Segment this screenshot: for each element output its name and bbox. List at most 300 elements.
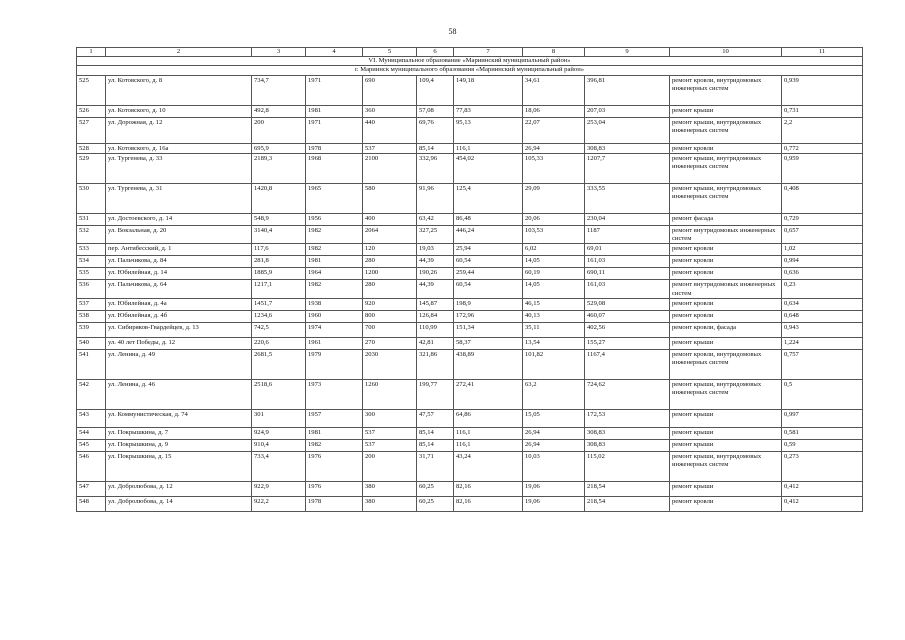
row-number-cell: 539 bbox=[77, 322, 106, 337]
address-cell: ул. Котовского, д. 8 bbox=[106, 75, 252, 105]
area-cell: 1217,1 bbox=[252, 280, 306, 298]
page-number: 58 bbox=[448, 27, 457, 36]
area-cell: 117,6 bbox=[252, 244, 306, 256]
address-cell: ул. Юбилейная, д. 4а bbox=[106, 298, 252, 310]
table-row bbox=[77, 409, 863, 427]
row-number-cell: 536 bbox=[77, 280, 106, 298]
area-cell: 2189,3 bbox=[252, 153, 306, 183]
cost-local-cell: 19,06 bbox=[523, 496, 585, 511]
year-built-cell: 1982 bbox=[306, 244, 363, 256]
cost-local-cell: 60,19 bbox=[523, 268, 585, 280]
cost-owners-cell: 253,04 bbox=[585, 117, 670, 143]
address-cell: ул. Покрышкина, д. 15 bbox=[106, 451, 252, 481]
work-type-cell: ремонт крыши bbox=[670, 439, 782, 451]
row-number-cell: 547 bbox=[77, 481, 106, 496]
column-number: 6 bbox=[417, 48, 454, 57]
cost-owners-cell: 1207,7 bbox=[585, 153, 670, 183]
cost-local-cell: 35,11 bbox=[523, 322, 585, 337]
cost-fund-cell: 199,77 bbox=[417, 379, 454, 409]
cost-per-sqm-cell: 0,729 bbox=[782, 213, 863, 225]
cost-fund-cell: 332,96 bbox=[417, 153, 454, 183]
area-cell: 742,5 bbox=[252, 322, 306, 337]
cost-local-cell: 26,94 bbox=[523, 143, 585, 153]
address-cell: пер. Антибесский, д. 1 bbox=[106, 244, 252, 256]
subsection-heading-row bbox=[77, 66, 863, 75]
cost-local-cell: 22,07 bbox=[523, 117, 585, 143]
work-type-cell: ремонт крыши bbox=[670, 337, 782, 349]
cost-owners-cell: 308,83 bbox=[585, 427, 670, 439]
table-row bbox=[77, 496, 863, 511]
work-type-cell: ремонт внутридомовых инженерных систем bbox=[670, 280, 782, 298]
cost-total-cell: 360 bbox=[363, 105, 417, 117]
work-type-cell: ремонт кровли, внутридомовых инженерных систем bbox=[670, 349, 782, 379]
address-cell: ул. Тургенева, д. 33 bbox=[106, 153, 252, 183]
year-built-cell: 1964 bbox=[306, 268, 363, 280]
table-row bbox=[77, 143, 863, 153]
cost-owners-cell: 230,04 bbox=[585, 213, 670, 225]
row-number-cell: 541 bbox=[77, 349, 106, 379]
column-number: 8 bbox=[523, 48, 585, 57]
address-cell: ул. Юбилейная, д. 4б bbox=[106, 310, 252, 322]
cost-local-cell: 19,06 bbox=[523, 481, 585, 496]
cost-region-cell: 77,83 bbox=[454, 105, 523, 117]
cost-total-cell: 300 bbox=[363, 409, 417, 427]
area-cell: 924,9 bbox=[252, 427, 306, 439]
work-type-cell: ремонт крыши bbox=[670, 105, 782, 117]
work-type-cell: ремонт кровли bbox=[670, 310, 782, 322]
cost-region-cell: 125,4 bbox=[454, 183, 523, 213]
year-built-cell: 1976 bbox=[306, 481, 363, 496]
cost-fund-cell: 85,14 bbox=[417, 427, 454, 439]
cost-local-cell: 18,06 bbox=[523, 105, 585, 117]
cost-per-sqm-cell: 0,757 bbox=[782, 349, 863, 379]
cost-owners-cell: 161,03 bbox=[585, 280, 670, 298]
cost-region-cell: 116,1 bbox=[454, 143, 523, 153]
work-type-cell: ремонт крыши, внутридомовых инженерных систем bbox=[670, 451, 782, 481]
row-number-cell: 525 bbox=[77, 75, 106, 105]
cost-local-cell: 101,82 bbox=[523, 349, 585, 379]
cost-fund-cell: 63,42 bbox=[417, 213, 454, 225]
year-built-cell: 1957 bbox=[306, 409, 363, 427]
cost-total-cell: 2030 bbox=[363, 349, 417, 379]
year-built-cell: 1982 bbox=[306, 439, 363, 451]
row-number-cell: 529 bbox=[77, 153, 106, 183]
cost-per-sqm-cell: 0,731 bbox=[782, 105, 863, 117]
table-row bbox=[77, 427, 863, 439]
area-cell: 2518,6 bbox=[252, 379, 306, 409]
table-row bbox=[77, 298, 863, 310]
address-cell: ул. 40 лет Победы, д. 12 bbox=[106, 337, 252, 349]
cost-fund-cell: 19,03 bbox=[417, 244, 454, 256]
cost-region-cell: 198,9 bbox=[454, 298, 523, 310]
cost-total-cell: 120 bbox=[363, 244, 417, 256]
address-cell: ул. Ленина, д. 49 bbox=[106, 349, 252, 379]
cost-per-sqm-cell: 0,412 bbox=[782, 481, 863, 496]
area-cell: 910,4 bbox=[252, 439, 306, 451]
row-number-cell: 528 bbox=[77, 143, 106, 153]
table-row bbox=[77, 153, 863, 183]
table-row bbox=[77, 117, 863, 143]
row-number-cell: 538 bbox=[77, 310, 106, 322]
cost-owners-cell: 69,01 bbox=[585, 244, 670, 256]
address-cell: ул. Котовского, д. 16а bbox=[106, 143, 252, 153]
area-cell: 922,9 bbox=[252, 481, 306, 496]
row-number-cell: 534 bbox=[77, 256, 106, 268]
cost-local-cell: 26,94 bbox=[523, 439, 585, 451]
work-type-cell: ремонт крыши, внутридомовых инженерных систем bbox=[670, 379, 782, 409]
year-built-cell: 1938 bbox=[306, 298, 363, 310]
address-cell: ул. Пальчикова, д. 84 bbox=[106, 256, 252, 268]
cost-fund-cell: 42,81 bbox=[417, 337, 454, 349]
cost-owners-cell: 218,54 bbox=[585, 481, 670, 496]
address-cell: ул. Покрышкина, д. 9 bbox=[106, 439, 252, 451]
area-cell: 548,9 bbox=[252, 213, 306, 225]
table-row bbox=[77, 349, 863, 379]
cost-region-cell: 64,86 bbox=[454, 409, 523, 427]
area-cell: 733,4 bbox=[252, 451, 306, 481]
column-number: 11 bbox=[782, 48, 863, 57]
work-type-cell: ремонт внутридомовых инженерных систем bbox=[670, 225, 782, 243]
work-type-cell: ремонт кровли bbox=[670, 143, 782, 153]
cost-local-cell: 40,13 bbox=[523, 310, 585, 322]
area-cell: 1420,8 bbox=[252, 183, 306, 213]
table-row bbox=[77, 310, 863, 322]
cost-fund-cell: 44,39 bbox=[417, 280, 454, 298]
cost-owners-cell: 308,83 bbox=[585, 143, 670, 153]
cost-owners-cell: 402,56 bbox=[585, 322, 670, 337]
cost-region-cell: 172,96 bbox=[454, 310, 523, 322]
cost-per-sqm-cell: 0,412 bbox=[782, 496, 863, 511]
cost-per-sqm-cell: 0,657 bbox=[782, 225, 863, 243]
cost-region-cell: 25,94 bbox=[454, 244, 523, 256]
year-built-cell: 1971 bbox=[306, 117, 363, 143]
cost-local-cell: 6,02 bbox=[523, 244, 585, 256]
row-number-cell: 542 bbox=[77, 379, 106, 409]
cost-fund-cell: 85,14 bbox=[417, 439, 454, 451]
area-cell: 734,7 bbox=[252, 75, 306, 105]
year-built-cell: 1978 bbox=[306, 496, 363, 511]
cost-region-cell: 438,89 bbox=[454, 349, 523, 379]
work-type-cell: ремонт кровли bbox=[670, 244, 782, 256]
cost-region-cell: 43,24 bbox=[454, 451, 523, 481]
work-type-cell: ремонт кровли, фасада bbox=[670, 322, 782, 337]
area-cell: 1885,9 bbox=[252, 268, 306, 280]
cost-total-cell: 580 bbox=[363, 183, 417, 213]
row-number-cell: 527 bbox=[77, 117, 106, 143]
cost-per-sqm-cell: 0,994 bbox=[782, 256, 863, 268]
register-table bbox=[76, 47, 863, 512]
year-built-cell: 1981 bbox=[306, 105, 363, 117]
work-type-cell: ремонт кровли bbox=[670, 496, 782, 511]
row-number-cell: 526 bbox=[77, 105, 106, 117]
year-built-cell: 1968 bbox=[306, 153, 363, 183]
table-row bbox=[77, 379, 863, 409]
area-cell: 922,2 bbox=[252, 496, 306, 511]
cost-total-cell: 1200 bbox=[363, 268, 417, 280]
cost-local-cell: 13,54 bbox=[523, 337, 585, 349]
column-number-row bbox=[77, 48, 863, 57]
row-number-cell: 535 bbox=[77, 268, 106, 280]
cost-local-cell: 46,15 bbox=[523, 298, 585, 310]
cost-local-cell: 15,05 bbox=[523, 409, 585, 427]
cost-fund-cell: 57,08 bbox=[417, 105, 454, 117]
cost-region-cell: 116,1 bbox=[454, 439, 523, 451]
cost-local-cell: 105,33 bbox=[523, 153, 585, 183]
cost-total-cell: 537 bbox=[363, 439, 417, 451]
cost-total-cell: 280 bbox=[363, 280, 417, 298]
work-type-cell: ремонт крыши, внутридомовых инженерных систем bbox=[670, 117, 782, 143]
year-built-cell: 1965 bbox=[306, 183, 363, 213]
table-row bbox=[77, 337, 863, 349]
table-row bbox=[77, 75, 863, 105]
table-row bbox=[77, 268, 863, 280]
year-built-cell: 1971 bbox=[306, 75, 363, 105]
year-built-cell: 1956 bbox=[306, 213, 363, 225]
cost-total-cell: 800 bbox=[363, 310, 417, 322]
column-number: 1 bbox=[77, 48, 106, 57]
address-cell: ул. Коммунистическая, д. 74 bbox=[106, 409, 252, 427]
table-row bbox=[77, 451, 863, 481]
cost-region-cell: 116,1 bbox=[454, 427, 523, 439]
cost-local-cell: 14,05 bbox=[523, 256, 585, 268]
year-built-cell: 1981 bbox=[306, 256, 363, 268]
cost-region-cell: 58,37 bbox=[454, 337, 523, 349]
cost-per-sqm-cell: 0,408 bbox=[782, 183, 863, 213]
column-number: 7 bbox=[454, 48, 523, 57]
work-type-cell: ремонт кровли bbox=[670, 298, 782, 310]
table-row bbox=[77, 481, 863, 496]
cost-owners-cell: 115,02 bbox=[585, 451, 670, 481]
area-cell: 200 bbox=[252, 117, 306, 143]
cost-region-cell: 95,13 bbox=[454, 117, 523, 143]
cost-region-cell: 149,18 bbox=[454, 75, 523, 105]
table-row bbox=[77, 322, 863, 337]
cost-total-cell: 440 bbox=[363, 117, 417, 143]
cost-total-cell: 380 bbox=[363, 496, 417, 511]
year-built-cell: 1976 bbox=[306, 451, 363, 481]
row-number-cell: 544 bbox=[77, 427, 106, 439]
cost-per-sqm-cell: 0,943 bbox=[782, 322, 863, 337]
cost-total-cell: 700 bbox=[363, 322, 417, 337]
work-type-cell: ремонт крыши bbox=[670, 409, 782, 427]
work-type-cell: ремонт крыши bbox=[670, 481, 782, 496]
address-cell: ул. Сибиряков-Гвардейцев, д. 13 bbox=[106, 322, 252, 337]
cost-per-sqm-cell: 0,939 bbox=[782, 75, 863, 105]
row-number-cell: 530 bbox=[77, 183, 106, 213]
cost-per-sqm-cell: 0,636 bbox=[782, 268, 863, 280]
cost-total-cell: 200 bbox=[363, 451, 417, 481]
area-cell: 1451,7 bbox=[252, 298, 306, 310]
cost-fund-cell: 44,39 bbox=[417, 256, 454, 268]
cost-region-cell: 82,16 bbox=[454, 496, 523, 511]
cost-owners-cell: 172,53 bbox=[585, 409, 670, 427]
cost-total-cell: 2064 bbox=[363, 225, 417, 243]
cost-total-cell: 537 bbox=[363, 143, 417, 153]
address-cell: ул. Добролюбова, д. 12 bbox=[106, 481, 252, 496]
cost-local-cell: 63,2 bbox=[523, 379, 585, 409]
cost-total-cell: 920 bbox=[363, 298, 417, 310]
cost-owners-cell: 396,81 bbox=[585, 75, 670, 105]
area-cell: 301 bbox=[252, 409, 306, 427]
cost-total-cell: 280 bbox=[363, 256, 417, 268]
section-title: VI. Муниципальное образование «Мариинский муниципальный район» bbox=[77, 57, 863, 66]
row-number-cell: 548 bbox=[77, 496, 106, 511]
address-cell: ул. Тургенева, д. 31 bbox=[106, 183, 252, 213]
cost-local-cell: 20,06 bbox=[523, 213, 585, 225]
cost-region-cell: 60,54 bbox=[454, 280, 523, 298]
cost-local-cell: 34,61 bbox=[523, 75, 585, 105]
work-type-cell: ремонт фасада bbox=[670, 213, 782, 225]
table-row bbox=[77, 280, 863, 298]
year-built-cell: 1981 bbox=[306, 427, 363, 439]
row-number-cell: 537 bbox=[77, 298, 106, 310]
cost-owners-cell: 1167,4 bbox=[585, 349, 670, 379]
cost-owners-cell: 1187 bbox=[585, 225, 670, 243]
cost-per-sqm-cell: 0,581 bbox=[782, 427, 863, 439]
year-built-cell: 1974 bbox=[306, 322, 363, 337]
cost-fund-cell: 60,25 bbox=[417, 496, 454, 511]
cost-owners-cell: 308,83 bbox=[585, 439, 670, 451]
cost-per-sqm-cell: 0,634 bbox=[782, 298, 863, 310]
cost-owners-cell: 690,11 bbox=[585, 268, 670, 280]
cost-region-cell: 446,24 bbox=[454, 225, 523, 243]
work-type-cell: ремонт крыши, внутридомовых инженерных систем bbox=[670, 153, 782, 183]
cost-local-cell: 103,53 bbox=[523, 225, 585, 243]
address-cell: ул. Дорожная, д. 12 bbox=[106, 117, 252, 143]
row-number-cell: 531 bbox=[77, 213, 106, 225]
table-row bbox=[77, 225, 863, 243]
column-number: 9 bbox=[585, 48, 670, 57]
cost-owners-cell: 161,03 bbox=[585, 256, 670, 268]
column-number: 3 bbox=[252, 48, 306, 57]
cost-total-cell: 380 bbox=[363, 481, 417, 496]
cost-fund-cell: 31,71 bbox=[417, 451, 454, 481]
work-type-cell: ремонт кровли, внутридомовых инженерных систем bbox=[670, 75, 782, 105]
work-type-cell: ремонт кровли bbox=[670, 256, 782, 268]
cost-region-cell: 60,54 bbox=[454, 256, 523, 268]
year-built-cell: 1960 bbox=[306, 310, 363, 322]
cost-owners-cell: 333,55 bbox=[585, 183, 670, 213]
area-cell: 1234,6 bbox=[252, 310, 306, 322]
work-type-cell: ремонт кровли bbox=[670, 268, 782, 280]
cost-owners-cell: 207,03 bbox=[585, 105, 670, 117]
address-cell: ул. Юбилейная, д. 14 bbox=[106, 268, 252, 280]
area-cell: 492,8 bbox=[252, 105, 306, 117]
cost-local-cell: 14,05 bbox=[523, 280, 585, 298]
table-row bbox=[77, 439, 863, 451]
cost-fund-cell: 91,96 bbox=[417, 183, 454, 213]
cost-total-cell: 2100 bbox=[363, 153, 417, 183]
cost-per-sqm-cell: 2,2 bbox=[782, 117, 863, 143]
address-cell: ул. Котовского, д. 10 bbox=[106, 105, 252, 117]
work-type-cell: ремонт крыши, внутридомовых инженерных систем bbox=[670, 183, 782, 213]
row-number-cell: 543 bbox=[77, 409, 106, 427]
table-row bbox=[77, 105, 863, 117]
cost-region-cell: 151,34 bbox=[454, 322, 523, 337]
cost-local-cell: 26,94 bbox=[523, 427, 585, 439]
address-cell: ул. Пальчикова, д. 64 bbox=[106, 280, 252, 298]
address-cell: ул. Покрышкина, д. 7 bbox=[106, 427, 252, 439]
cost-per-sqm-cell: 0,648 bbox=[782, 310, 863, 322]
address-cell: ул. Ленина, д. 46 bbox=[106, 379, 252, 409]
year-built-cell: 1982 bbox=[306, 280, 363, 298]
cost-total-cell: 690 bbox=[363, 75, 417, 105]
cost-fund-cell: 145,87 bbox=[417, 298, 454, 310]
cost-per-sqm-cell: 0,772 bbox=[782, 143, 863, 153]
row-number-cell: 546 bbox=[77, 451, 106, 481]
cost-owners-cell: 529,08 bbox=[585, 298, 670, 310]
cost-fund-cell: 327,25 bbox=[417, 225, 454, 243]
cost-region-cell: 454,02 bbox=[454, 153, 523, 183]
cost-owners-cell: 724,62 bbox=[585, 379, 670, 409]
column-number: 4 bbox=[306, 48, 363, 57]
cost-owners-cell: 218,54 bbox=[585, 496, 670, 511]
cost-owners-cell: 155,27 bbox=[585, 337, 670, 349]
cost-total-cell: 400 bbox=[363, 213, 417, 225]
cost-per-sqm-cell: 0,59 bbox=[782, 439, 863, 451]
area-cell: 2681,5 bbox=[252, 349, 306, 379]
column-number: 2 bbox=[106, 48, 252, 57]
subsection-title: г. Мариинск муниципального образования «Мариинский муниципальный район» bbox=[77, 66, 863, 75]
row-number-cell: 545 bbox=[77, 439, 106, 451]
cost-per-sqm-cell: 0,997 bbox=[782, 409, 863, 427]
year-built-cell: 1982 bbox=[306, 225, 363, 243]
work-type-cell: ремонт крыши bbox=[670, 427, 782, 439]
column-number: 10 bbox=[670, 48, 782, 57]
cost-total-cell: 270 bbox=[363, 337, 417, 349]
row-number-cell: 532 bbox=[77, 225, 106, 243]
year-built-cell: 1978 bbox=[306, 143, 363, 153]
cost-fund-cell: 190,26 bbox=[417, 268, 454, 280]
cost-per-sqm-cell: 1,224 bbox=[782, 337, 863, 349]
cost-fund-cell: 60,25 bbox=[417, 481, 454, 496]
cost-total-cell: 537 bbox=[363, 427, 417, 439]
area-cell: 220,6 bbox=[252, 337, 306, 349]
cost-local-cell: 10,03 bbox=[523, 451, 585, 481]
table-row bbox=[77, 183, 863, 213]
cost-region-cell: 82,16 bbox=[454, 481, 523, 496]
cost-region-cell: 259,44 bbox=[454, 268, 523, 280]
address-cell: ул. Достоевского, д. 14 bbox=[106, 213, 252, 225]
cost-per-sqm-cell: 0,5 bbox=[782, 379, 863, 409]
cost-fund-cell: 85,14 bbox=[417, 143, 454, 153]
cost-fund-cell: 126,84 bbox=[417, 310, 454, 322]
area-cell: 281,8 bbox=[252, 256, 306, 268]
section-heading-row bbox=[77, 57, 863, 66]
cost-owners-cell: 460,07 bbox=[585, 310, 670, 322]
table-row bbox=[77, 244, 863, 256]
area-cell: 695,9 bbox=[252, 143, 306, 153]
cost-per-sqm-cell: 0,23 bbox=[782, 280, 863, 298]
row-number-cell: 533 bbox=[77, 244, 106, 256]
row-number-cell: 540 bbox=[77, 337, 106, 349]
cost-fund-cell: 109,4 bbox=[417, 75, 454, 105]
cost-fund-cell: 47,57 bbox=[417, 409, 454, 427]
address-cell: ул. Вокзальная, д. 20 bbox=[106, 225, 252, 243]
year-built-cell: 1979 bbox=[306, 349, 363, 379]
year-built-cell: 1973 bbox=[306, 379, 363, 409]
cost-fund-cell: 321,86 bbox=[417, 349, 454, 379]
cost-local-cell: 29,09 bbox=[523, 183, 585, 213]
cost-total-cell: 1260 bbox=[363, 379, 417, 409]
year-built-cell: 1961 bbox=[306, 337, 363, 349]
cost-region-cell: 86,48 bbox=[454, 213, 523, 225]
cost-fund-cell: 110,99 bbox=[417, 322, 454, 337]
cost-per-sqm-cell: 0,959 bbox=[782, 153, 863, 183]
table-row bbox=[77, 256, 863, 268]
cost-per-sqm-cell: 1,02 bbox=[782, 244, 863, 256]
area-cell: 3140,4 bbox=[252, 225, 306, 243]
